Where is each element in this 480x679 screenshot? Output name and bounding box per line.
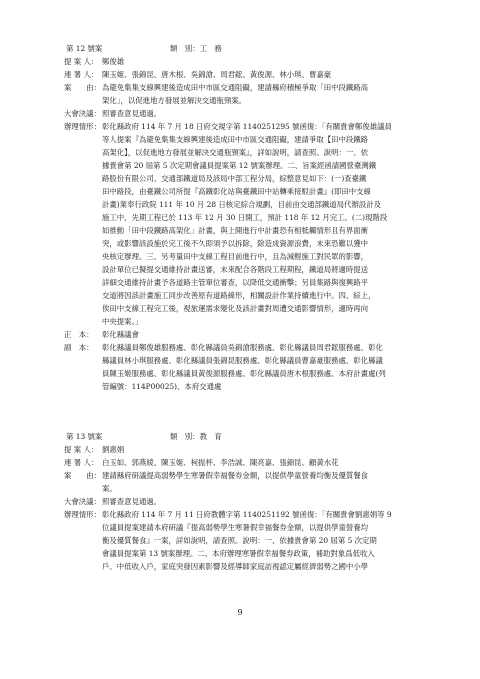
resolution-row <box>0 107 480 120</box>
handling-line: 路股份有限公司、交通部鐵道局及該局中部工程分局，綜整意見如下：(一)查臺鐵 <box>102 174 367 183</box>
subject-row <box>0 94 480 107</box>
resolution: 照審查意見通過。 <box>102 497 162 506</box>
handling-row <box>0 508 480 521</box>
case-header <box>0 42 480 55</box>
subject-row <box>0 81 480 94</box>
handling-line: 田中路段，由臺鐵公司所提『高鐵彰化站與臺鐵田中站轉乘接駁計畫』(即田中支線 <box>102 187 371 196</box>
handling-row <box>0 560 480 573</box>
handling-line: 央核定辦理。三、另考量田中支線工程目前進行中，且為減輕施工對民眾的影響， <box>102 252 369 261</box>
copy-line: 彰化縣議員鄭俊雄服務處、彰化縣議員吳錦滄服務處、彰化縣議員周君鋐服務處、彰化 <box>102 343 383 352</box>
handling-line: 位議員提案建請本府研議『提高弱勢學生寒暑假幸福餐券金額，以提供學童營養均 <box>102 523 369 532</box>
cosigners-row <box>0 456 480 469</box>
copy-recipients-row <box>0 367 480 380</box>
case-category: 類 別：教 育 <box>170 432 222 441</box>
proposer: 劉惠娟 <box>102 445 125 454</box>
case-12 <box>0 42 480 393</box>
handling-row <box>0 250 480 263</box>
proposer-row <box>0 443 480 456</box>
copy-recipients-row <box>0 354 480 367</box>
body-recipient-label: 正 本： <box>64 330 94 339</box>
handling-line: 設計單位已擬提交通維持計畫送審，未來配合各階段工程期程，鐵道局將適時提送 <box>102 265 369 274</box>
cosigners-label: 連 署 人： <box>64 458 99 467</box>
handling-row <box>0 198 480 211</box>
copy-recipients-label: 副 本： <box>64 343 94 352</box>
handling-line: 會議員提案第 13 號案辦理。二、本府辦理寒暑假幸福餐券政策，補助對象爲低收入 <box>102 549 375 558</box>
handling-line: 等人提案『為避免集集支線興建後造成田中市區交通阻礙，建請爭取【田中段鐵路 <box>102 135 369 144</box>
subject-label: 案 由： <box>64 471 101 480</box>
copy-recipients-row <box>0 380 480 393</box>
handling-row <box>0 289 480 302</box>
subject-label: 案 由： <box>64 83 101 92</box>
handling-row <box>0 185 480 198</box>
cosigners: 陳玉姬、張錦昆、唐木根、吳錦滄、周君鋐、黃俊源、林小琪、曹嘉豪 <box>102 70 332 79</box>
copy-line: 員陳玉姬服務處、彰化縣議員黃俊源服務處、彰化縣議員唐木根服務處、本府計畫處(列 <box>102 369 386 378</box>
subject-line: 案。 <box>102 484 117 493</box>
handling-line: 中央提案。」 <box>102 317 143 326</box>
proposer-label: 提 案 人： <box>64 57 99 66</box>
handling-row <box>0 547 480 560</box>
proposer-row <box>0 55 480 68</box>
handling-line: 衡及優質餐食』一案，詳如說明，請查照。說明：一、依據貴會第 20 屆第 5 次定期 <box>102 536 377 545</box>
handling-label: 辦理情形： <box>64 510 101 519</box>
handling-line: 詳細交通維持計畫予各道路主管單位審查，以降低交通衝擊；另員集路與復興路平 <box>102 278 369 287</box>
handling-row <box>0 133 480 146</box>
resolution-row <box>0 495 480 508</box>
handling-row <box>0 521 480 534</box>
subject-line: 為避免集集支線興建後造成田中市區交通阻礙，建請縣府積極爭取「田中段鐵路高 <box>102 83 369 92</box>
subject-row <box>0 482 480 495</box>
body-recipient: 彰化縣議會 <box>102 330 139 339</box>
handling-row <box>0 172 480 185</box>
handling-row <box>0 120 480 133</box>
page-number: 9 <box>237 608 243 617</box>
handling-line: 突，或影響該設施於完工後不久即須予以拆除，除造成資源浪費，未來恐難以獲中 <box>102 239 369 248</box>
handling-line: 戶、中低收入戶，家庭突發因素影響及經導師家庭訪視認定屬經濟弱勢之國中小學 <box>102 562 369 571</box>
handling-line: 計畫)業奉行政院 111 年 10 月 28 日核定綜合規劃，目前由交通部鐵道局代辦設計及 <box>102 200 382 209</box>
copy-line: 管編號：114P00025)、本府交通處 <box>102 382 222 391</box>
handling-line: 高架化】，以促進地方發展並解決交通瓶頸案』，詳如說明，請查照。說明：一、依 <box>102 148 369 157</box>
subject-line: 架化」，以促進地方發展並解決交通瓶頸案。 <box>102 96 247 105</box>
handling-line: 施工中，先期工程已於 113 年 12 月 30 日開工，預計 118 年 12 月完工。(二)現階段 <box>102 213 388 222</box>
copy-recipients-row <box>0 341 480 354</box>
cosigners: 白玉如、郭燕綾、陳玉姬、柯振杯、李浩誠、陳亮嘉、張錦昆、顧黃水花 <box>102 458 339 467</box>
handling-row <box>0 211 480 224</box>
handling-row <box>0 146 480 159</box>
handling-row <box>0 315 480 328</box>
case-number: 第 12 號案 <box>66 44 103 53</box>
case-header <box>0 430 480 443</box>
case-category: 類 別：工 務 <box>170 44 222 53</box>
handling-row <box>0 263 480 276</box>
subject-row <box>0 469 480 482</box>
handling-label: 辦理情形： <box>64 122 101 131</box>
cosigners-label: 連 署 人： <box>64 70 99 79</box>
body-recipient-row <box>0 328 480 341</box>
resolution-label: 大會決議： <box>64 497 101 506</box>
copy-line: 縣議員林小琪服務處、彰化縣議員張錦昆服務處、彰化縣議員曹嘉豪服務處、彰化縣議 <box>102 356 383 365</box>
handling-row <box>0 302 480 315</box>
cosigners-row <box>0 68 480 81</box>
proposer: 鄭俊雄 <box>102 57 125 66</box>
handling-row <box>0 159 480 172</box>
proposer-label: 提 案 人： <box>64 445 99 454</box>
handling-line: 交道將因該計畫施工同步改善原有道路線形，相關設計作業持續進行中。四、綜上， <box>102 291 376 300</box>
handling-line: 彰化縣政府 114 年 7 月 18 日府交規字第 1140251295 號函復：「有關貴會鄭俊雄議員 <box>102 122 392 131</box>
handling-line: 俟田中支線工程完工後，視旅運需求變化及該計畫對周遭交通影響情形，適時再向 <box>102 304 369 313</box>
handling-line: 彰化縣政府 114 年 7 月 11 日府教體字第 1140251192 號函復：「有關貴會劉惠娟等 9 <box>102 510 392 519</box>
handling-row <box>0 237 480 250</box>
handling-line: 據貴會第 20 屆第 5 次定期會議員提案第 12 號案辦理。二、旨案經函請國營臺灣鐵 <box>102 161 377 170</box>
resolution-label: 大會決議： <box>64 109 101 118</box>
handling-row <box>0 276 480 289</box>
case-13 <box>0 430 480 573</box>
handling-row <box>0 534 480 547</box>
handling-row <box>0 224 480 237</box>
subject-line: 建請縣府研議提高弱勢學生寒暑假幸福餐券金額，以提供學童營養均衡及優質餐食 <box>102 471 369 480</box>
resolution: 照審查意見通過。 <box>102 109 162 118</box>
case-number: 第 13 號案 <box>66 432 103 441</box>
handling-line: 如推動「田中段鐵路高架化」計畫，與上開進行中計畫恐有相牴觸情形且有界面衝 <box>102 226 369 235</box>
